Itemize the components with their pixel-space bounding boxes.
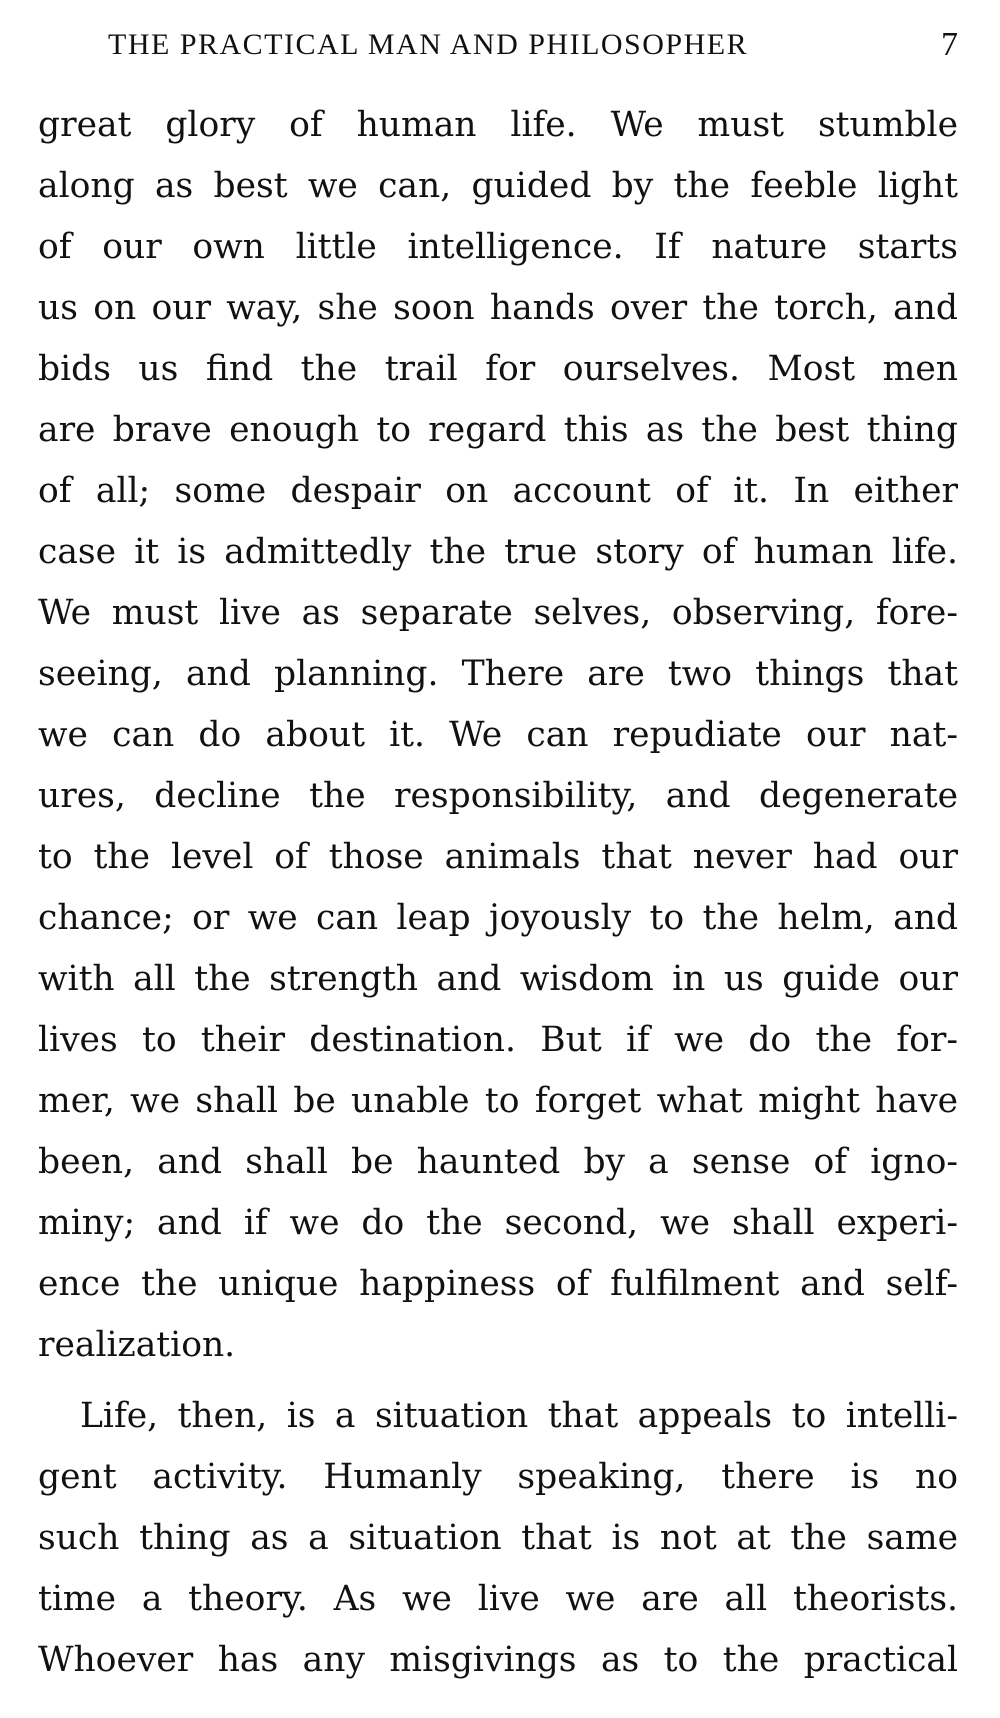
text-line: realization. (38, 1325, 236, 1365)
text-line: ures, decline the responsibility, and degenerate (38, 776, 958, 816)
text-line: we can do about it. We can repudiate our nat- (38, 715, 958, 755)
page-header (108, 22, 958, 72)
page-body (38, 95, 958, 1691)
text-line: been, and shall be haunted by a sense of igno- (38, 1142, 958, 1182)
page-number: 7 (941, 26, 958, 63)
text-line: time a theory. As we live we are all theorists. (38, 1579, 958, 1619)
text-line: seeing, and planning. There are two things that (38, 654, 958, 694)
text-line: of all; some despair on account of it. In either (38, 471, 958, 511)
text-line: lives to their destination. But if we do the for- (38, 1020, 958, 1060)
text-line: along as best we can, guided by the feeble light (38, 166, 958, 206)
text-line: mer, we shall be unable to forget what might have (38, 1081, 958, 1121)
text-line: with all the strength and wisdom in us guide our (38, 959, 958, 999)
text-line: ence the unique happiness of fulfilment and self- (38, 1264, 958, 1304)
paragraph-1 (38, 95, 958, 1376)
text-line: case it is admittedly the true story of human life. (38, 532, 958, 572)
paragraph-gap (38, 1376, 958, 1386)
text-line: gent activity. Humanly speaking, there is no (38, 1457, 958, 1497)
text-line: great glory of human life. We must stumble (38, 105, 958, 145)
text-line: bids us find the trail for ourselves. Most men (38, 349, 958, 389)
text-line: are brave enough to regard this as the best thing (38, 410, 958, 450)
paragraph-2 (38, 1386, 958, 1691)
text-line: We must live as separate selves, observing, fore- (38, 593, 958, 633)
text-line: Life, then, is a situation that appeals to intelli- (80, 1396, 958, 1436)
text-line: to the level of those animals that never had our (38, 837, 958, 877)
text-line: such thing as a situation that is not at the same (38, 1518, 958, 1558)
running-title: THE PRACTICAL MAN AND PHILOSOPHER (108, 28, 749, 61)
text-line: of our own little intelligence. If nature starts (38, 227, 958, 267)
text-line: chance; or we can leap joyously to the helm, and (38, 898, 958, 938)
text-line: us on our way, she soon hands over the torch, and (38, 288, 958, 328)
text-line: miny; and if we do the second, we shall experi- (38, 1203, 958, 1243)
text-line: Whoever has any misgivings as to the practical (38, 1640, 958, 1680)
